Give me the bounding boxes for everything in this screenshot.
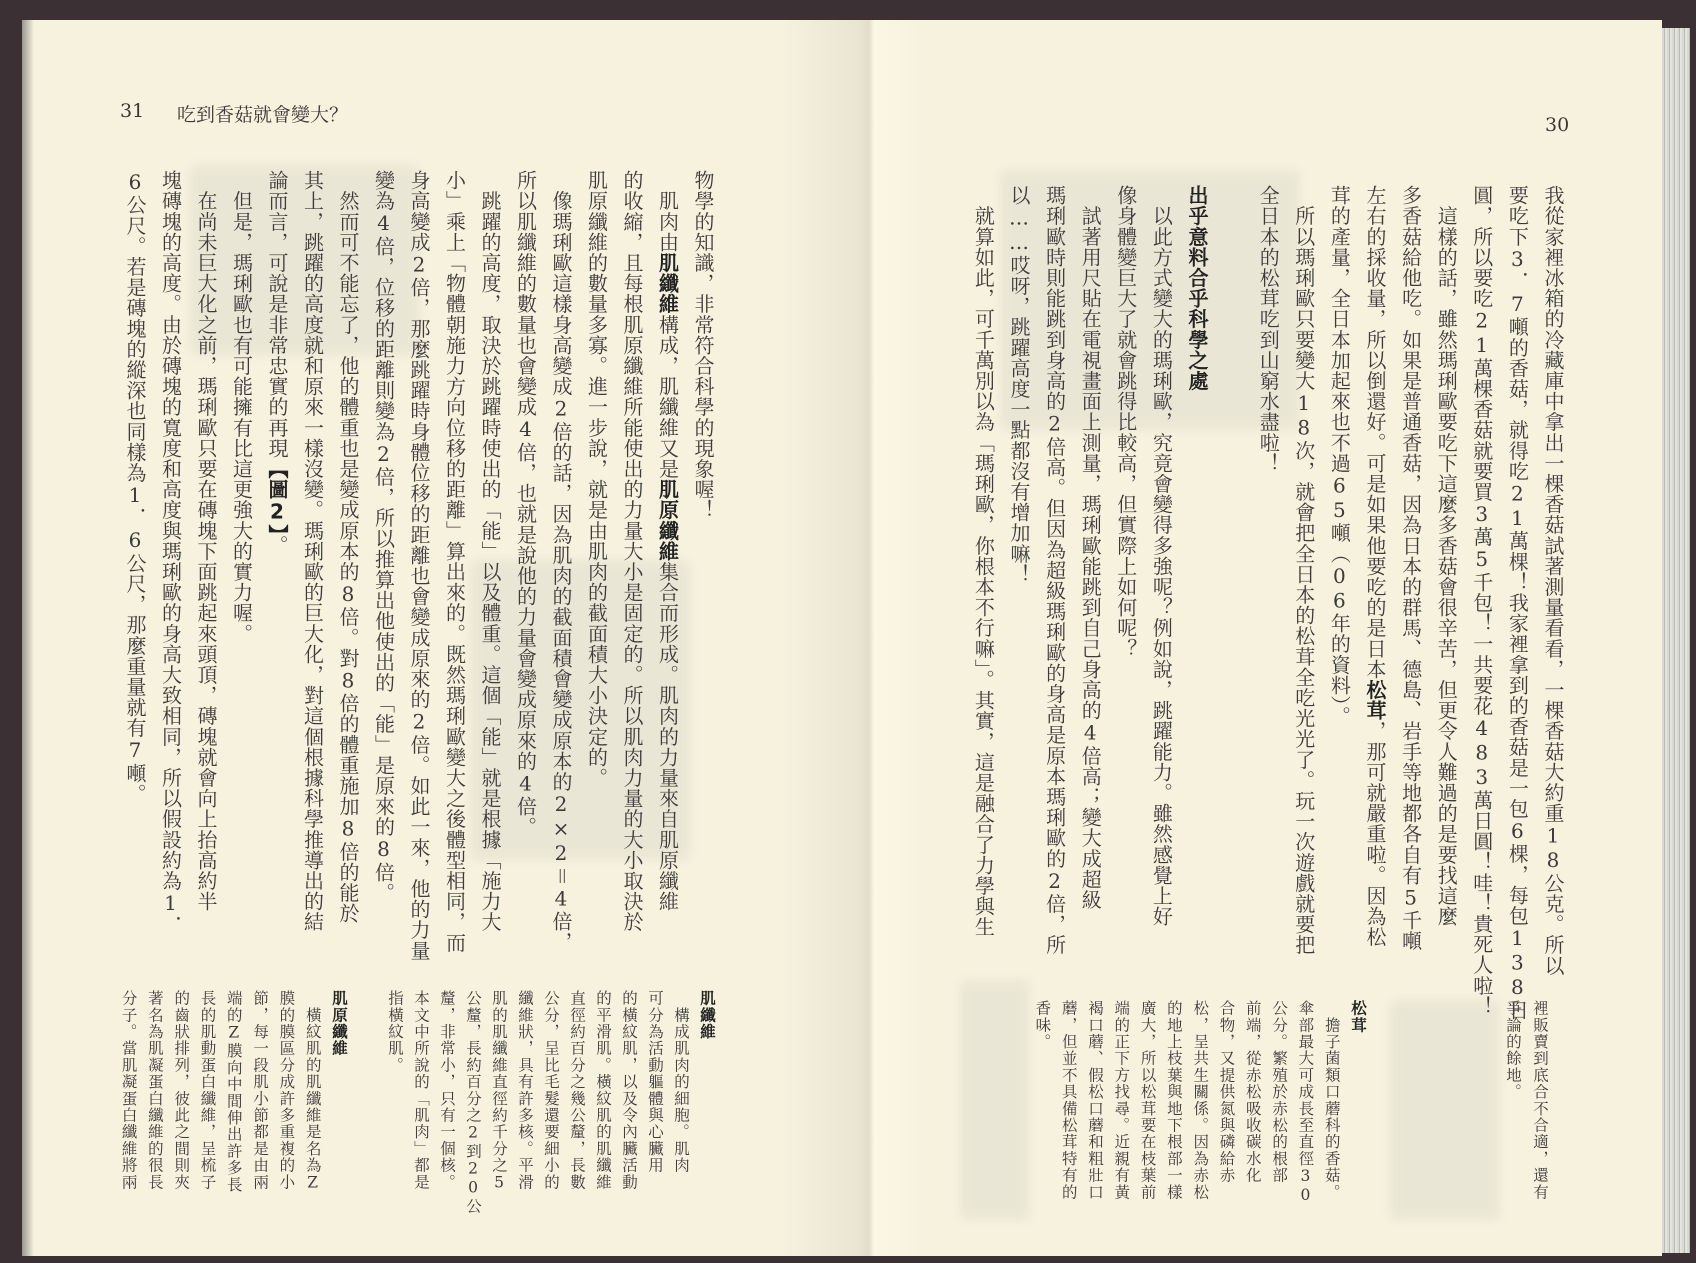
note-text-column: 合物，又提供氮與磷給赤 xyxy=(1217,1000,1236,1184)
bold-term: 【圖2】 xyxy=(265,458,289,535)
body-text-column: 所以瑪琍歐只要變大18次，就會把全日本的松茸全吃光光了。玩一次遊戲就要把 xyxy=(1291,185,1316,956)
body-text-column: 的收縮，且每根肌原纖維所能使出的力量大小是固定的。所以肌肉力量的大小取決於 xyxy=(620,170,644,933)
note-text-column: 前端，從赤松吸收碳水化 xyxy=(1243,1000,1262,1184)
text-run: 肌肉由 xyxy=(655,170,680,253)
text-run: 論而言，可說是非常忠實的再現 xyxy=(265,170,289,459)
note-heading: 肌原纖維 xyxy=(330,990,348,1057)
text-run: 構成，肌纖維又是 xyxy=(655,314,680,480)
body-text-column: 就算如此，可千萬別以為「瑪琍歐，你根本不行嘛」。其實，這是融合了力學與生 xyxy=(971,185,996,938)
body-text-column: 全日本的松茸吃到山窮水盡啦！ xyxy=(1256,185,1281,474)
body-text-column: 物學的知識，非常符合科學的現象喔！ xyxy=(691,170,715,521)
body-text-column: 但是，瑪琍歐也有可能擁有比這更強大的實力喔。 xyxy=(229,170,254,644)
note-text-column: 香味。 xyxy=(1033,1000,1052,1051)
note-text-column: 纖維狀，具有許多核。平滑 xyxy=(516,990,534,1191)
note-text-column: 松，呈共生關係。因為赤松 xyxy=(1191,1000,1210,1201)
note-text-column: 傘部最大可成長至直徑30 xyxy=(1296,1000,1315,1206)
note-text-column: 褐口蘑、假松口蘑和粗壯口 xyxy=(1086,1000,1104,1201)
note-text-column: 的平滑肌。橫紋肌的肌纖維 xyxy=(594,990,612,1191)
body-text-column: 塊磚塊的高度。由於磚塊的寬度和高度與瑪琍歐的身高大致相同，所以假設約為1． xyxy=(158,170,183,937)
text-run: 集合而形成。肌肉的力量來自肌原纖維 xyxy=(655,561,680,912)
body-text-column: 多香菇給他吃。如果是普通香菇，因為日本的群馬、德島、岩手等地都各自有5千噸 xyxy=(1398,185,1423,952)
note-text-column: 肌的肌纖維直徑約千分之5 xyxy=(490,990,508,1193)
note-heading: 松茸 xyxy=(1349,1000,1367,1034)
note-text-column: 公釐，長約百分之2到20公 xyxy=(464,990,482,1215)
note-text-column: 的齒狀排列，彼此之間則夾 xyxy=(172,990,191,1191)
page-edge-shadow xyxy=(22,20,34,1256)
bleed-through-illustration xyxy=(1390,1000,1500,1220)
body-text-column: 像瑪琍歐這樣身高變成2倍的話，因為肌肉的截面積會變成原本的2×2＝4倍， xyxy=(549,170,573,953)
page-stack-edge xyxy=(1662,28,1690,1253)
note-text-column: 橫紋肌的肌纖維是名為Z xyxy=(303,990,322,1193)
note-text-column: 指橫紋肌。 xyxy=(386,990,404,1074)
note-text-column: 分子。當肌凝蛋白纖維將兩 xyxy=(119,990,138,1191)
note-text-column: 公分。繁殖於赤松的根部 xyxy=(1270,1000,1289,1184)
body-text-column: 我從家裡冰箱的冷藏庫中拿出一棵香菇試著測量看看，一棵香菇大約重18公克。所以 xyxy=(1541,185,1565,976)
body-text-column: 肌原纖維的數量多寡。進一步說，就是由肌肉的截面積大小決定的。 xyxy=(584,170,609,788)
body-text-column: 這樣的話，雖然瑪琍歐要吃下這麼多香菇會很辛苦，但更令人難過的是要找這麼 xyxy=(1434,185,1459,927)
note-text-column: 端的正下方找尋。近親有黃 xyxy=(1112,1000,1131,1201)
note-text-column: 可分為活動軀體與心臟用 xyxy=(646,990,664,1174)
body-text-column: 以……哎呀，跳躍高度一點都沒有增加嘛！ xyxy=(1007,185,1031,585)
body-text-column: 茸的產量，全日本加起來也不過65噸（06年的資料）。 xyxy=(1327,185,1352,727)
note-text-column: 構成肌肉的細胞。肌肉 xyxy=(672,990,690,1174)
note-heading: 肌纖維 xyxy=(698,990,716,1041)
body-text-column: 身高變成2倍，那麼跳躍時身體位移的距離也會變成原來的2倍。如此一來，他的力量 xyxy=(407,170,431,961)
bold-term: 肌纖維 xyxy=(655,252,680,315)
note-text-column: 釐，非常小，只有一個核。 xyxy=(438,990,456,1191)
text-run: 。 xyxy=(265,534,289,556)
note-text-column: 的地上枝葉與地下根部一樣 xyxy=(1164,1000,1183,1201)
body-text-column: 要吃下3．7噸的香菇，就得吃21萬棵！我家裡拿到的香菇是一包6棵，每包138日 xyxy=(1505,185,1530,1021)
note-text-column: 蘑，但並不具備松茸特有的 xyxy=(1059,1000,1078,1201)
body-text-column: 在尚未巨大化之前，瑪琍歐只要在磚塊下面跳起來頭頂，磚塊就會向上抬高約半 xyxy=(194,170,218,912)
note-text-column: 廣大，所以松茸要在枝葉前 xyxy=(1138,1000,1157,1201)
note-text-column: 裡販賣到底合不合適，還有 xyxy=(1531,1000,1549,1201)
body-text-column: 6公尺。若是磚塊的縱深也同樣為1．6公尺，那麼重量就有7噸。 xyxy=(123,170,147,804)
text-run: ，那可就嚴重啦。因為松 xyxy=(1363,720,1387,948)
body-text-column: 像身體變巨大了就會跳得比較高，但實際上如何呢？ xyxy=(1113,185,1138,659)
note-text-column: 公分，呈比毛髮還要細小的 xyxy=(542,990,560,1191)
bold-term: 松茸 xyxy=(1363,679,1387,721)
note-text-column: 著名為肌凝蛋白纖維的很長 xyxy=(145,990,164,1191)
book-gutter xyxy=(782,20,922,1256)
note-text-column: 的橫紋肌，以及令內臟活動 xyxy=(620,990,638,1191)
note-text-column: 節，每一段肌小節都是由兩 xyxy=(251,990,270,1191)
note-text-column: 長的肌動蛋白纖維，呈梳子 xyxy=(198,990,217,1191)
section-heading: 出乎意料合乎科學之處 xyxy=(1185,185,1209,391)
body-text-column: 然而可不能忘了，他的體重也是變成原本的8倍。對8倍的體重施加8倍的能於 xyxy=(336,170,360,924)
note-text-column: 端的Z膜向中間伸出許多長 xyxy=(224,990,243,1193)
bleed-through-illustration xyxy=(960,980,1030,1220)
note-text-column: 擔子菌類口蘑科的香菇。 xyxy=(1322,1000,1341,1201)
text-run: 左右的採收量，所以倒還好。可是如果他要吃的是日本 xyxy=(1363,185,1387,680)
body-text-column: 以此方式變大的瑪琍歐，究竟會變得多強呢？例如說，跳躍能力。雖然感覺上好 xyxy=(1149,185,1174,927)
running-title: 吃到香菇就會變大？ xyxy=(177,104,349,126)
page-number-right: 30 xyxy=(1545,114,1570,136)
bold-term: 肌原纖維 xyxy=(655,479,680,562)
note-text-column: 爭論的餘地。 xyxy=(1504,1000,1522,1101)
body-text-column xyxy=(260,170,294,555)
body-text-column: 瑪琍歐時則能跳到身高的2倍高。但因為超級瑪琍歐的身高是原本瑪琍歐的2倍，所 xyxy=(1042,185,1067,956)
body-text-column xyxy=(1358,185,1392,947)
note-text-column: 本文中所說的「肌肉」都是 xyxy=(412,990,430,1191)
body-text-column: 試著用尺貼在電視畫面上測量，瑪琍歐能跳到自己身高的4倍高；變大成超級 xyxy=(1078,185,1103,910)
body-text-column: 跳躍的高度，取決於跳躍時使出的「能」以及體重。這個「能」就是根據「施力大 xyxy=(478,170,502,933)
body-text-column: 所以肌纖維的數量也會變成4倍，也就是說他的力量會變成原來的4倍。 xyxy=(513,170,538,838)
body-text-column: 小」乘上「物體朝施力方向位移的距離」算出來的。既然瑪琍歐變大之後體型相同，而 xyxy=(442,170,467,953)
body-text-column xyxy=(651,170,685,912)
note-text-column: 直徑約百分之幾公釐，長數 xyxy=(568,990,586,1191)
note-text-column: 膜的膜區分成許多重複的小 xyxy=(277,990,296,1191)
body-text-column: 圓，所以要吃21萬棵香菇就要買3萬5千包！一共要花483萬日圓！哇！貴死人啦！ xyxy=(1469,185,1494,1017)
body-text-column: 變為4倍，位移的距離則變為2倍，所以推算出他使出的「能」是原來的8倍。 xyxy=(371,170,396,903)
page-number-left: 31 xyxy=(120,100,145,122)
body-text-column: 其上，跳躍的高度就和原來一樣沒變。瑪琍歐的巨大化，對這個根據科學推導出的結 xyxy=(300,170,325,933)
